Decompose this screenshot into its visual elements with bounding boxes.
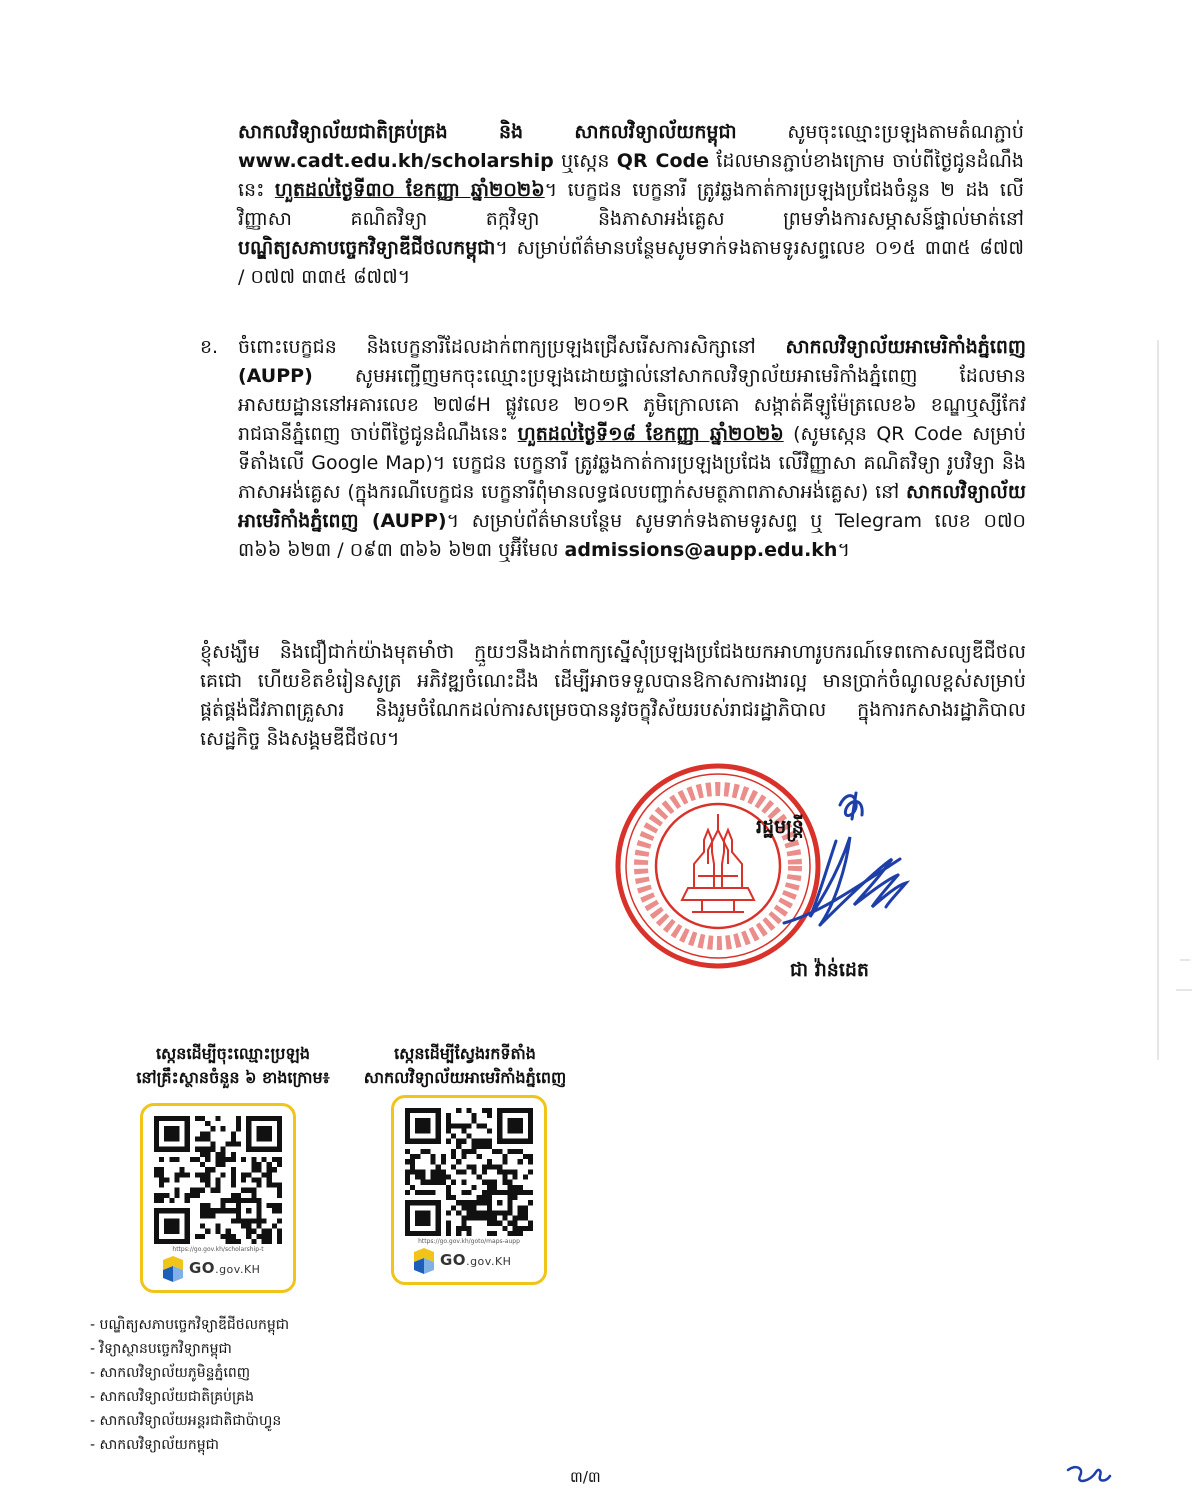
bleed-through-mark bbox=[1128, 300, 1200, 1100]
brand-suffix: .gov.KH bbox=[215, 1263, 261, 1276]
qr-card-registration[interactable] bbox=[140, 1103, 296, 1293]
text-span: ចំពោះបេក្ខជន និងបេក្ខនារីដែលដាក់ពាក្យប្រឡងជ្រើសរើសការសិក្សានៅ bbox=[238, 336, 786, 358]
admissions-email[interactable]: admissions@aupp.edu.kh bbox=[564, 539, 838, 561]
institution-list bbox=[90, 1313, 289, 1457]
institution-names: សាកលវិទ្យាល័យជាតិគ្រប់គ្រង និង សាកលវិទ្យាល័យកម្ពុជា bbox=[238, 121, 737, 143]
academy-name: បណ្ឌិត្យសភាបច្ចេកវិទ្យាឌីជីថលកម្ពុជា bbox=[238, 237, 496, 259]
deadline-cadt: ហួតដល់ថ្ងៃទី៣០ ខែកញ្ញា ឆ្នាំ២០២៦ bbox=[274, 179, 545, 201]
qr-caption-line: ស្កេនដើម្បីស្វែងរកទីតាំង bbox=[394, 1044, 536, 1063]
list-item: - វិទ្យាស្ថានបច្ចេកវិទ្យាកម្ពុជា bbox=[90, 1341, 232, 1357]
text-span: ។ សម្រាប់ព័ត៌មានបន្ថែម សូមទាក់ទងតាមទូរសព្ទ ឬ Telegram លេខ ០៧០ ៣៦៦ ៦២៣ / ០៩៣ ៣៦៦ ៦២៣ ឬអ៊ីមែល bbox=[238, 510, 1026, 561]
deadline-aupp: ហួតដល់ថ្ងៃទី១៨ ខែកញ្ញា ឆ្នាំ២០២៦ bbox=[517, 423, 784, 445]
registration-link[interactable]: www.cadt.edu.kh/scholarship bbox=[238, 150, 554, 172]
qr-caption-line: សាកលវិទ្យាល័យអាមេរិកាំងភ្នំពេញ bbox=[363, 1068, 567, 1087]
text-span: សូមចុះឈ្មោះប្រឡងតាមតំណភ្ជាប់ bbox=[736, 121, 1024, 143]
paragraph-closing: ខ្ញុំសង្ឃឹម និងជឿជាក់យ៉ាងមុតមាំថា ក្មួយៗនឹងដាក់ពាក្យស្នើសុំប្រឡងប្រជែងយកអាហារូបករណ៍ទេពកោសល្យឌីជីថលគេជោ ហើយខិតខំរៀនសូត្រ អភិវឌ្ឍចំណេះដឹង ដើម្បីអាចទទួលបានឱកាសការងារល្អ មានប្រាក់ចំណូលខ្ពស់សម្រាប់ផ្គត់ផ្គង់ជីវភាពគ្រួសារ និងរួមចំណែកដល់ការសម្រេចបាននូវចក្ខុវិស័យរបស់រាជរដ្ឋាភិបាល ក្នុងការកសាងរដ្ឋាភិបាល សេដ្ឋកិច្ច និងសង្គមឌីជីថល។ bbox=[200, 641, 1026, 750]
list-item: - សាកលវិទ្យាល័យអន្តរជាតិជាប៉ាហ្វូន bbox=[90, 1413, 282, 1429]
paragraph-registration-cadt bbox=[238, 118, 1024, 292]
qr-url: https://go.gov.kh/scholarship-t bbox=[172, 1246, 264, 1253]
text-span: (សូមស្កេន QR Code សម្រាប់ទីតាំងលើ Google Map)។ បេក្ខជន បេក្ខនារី ត្រូវឆ្លងកាត់ការប្រឡងប្រជែង លើវិញ្ញាសា គណិតវិទ្យា រូបវិទ្យា និងភាសាអង់គ្លេស (ក្នុងករណីបេក្ខជន បេក្ខនារីពុំមានលទ្ធផលបញ្ជាក់សមត្ថភាពភាសាអង់គ្លេស) នៅ bbox=[238, 423, 1026, 503]
go-gov-kh-logo bbox=[412, 1248, 532, 1276]
qr-caption-line: ស្កេនដើម្បីចុះឈ្មោះប្រឡង bbox=[155, 1044, 311, 1063]
list-item: - សាកលវិទ្យាល័យជាតិគ្រប់គ្រង bbox=[90, 1389, 254, 1405]
text-span: ឬស្កេន bbox=[553, 150, 617, 172]
qr-url: https://go.gov.kh/goto/maps-aupp bbox=[418, 1238, 520, 1245]
go-logo-mark-icon bbox=[412, 1248, 436, 1274]
brand-text: GO bbox=[440, 1251, 467, 1269]
text-span: សូមអញ្ជើញមកចុះឈ្មោះប្រឡងដោយផ្ទាល់នៅសាកលវិទ្យាល័យអាមេរិកាំងភ្នំពេញ ដែលមានអាសយដ្ឋាននៅអគារលេខ ២៧៨H ផ្លូវលេខ ២០១R ភូមិក្រោលគោ សង្កាត់គីឡូម៉ែត្រលេខ៦ ខណ្ឌឬស្សីកែវ រាជធានីភ្នំពេញ ចាប់ពីថ្ងៃជូនដំណឹងនេះ bbox=[238, 365, 1026, 445]
text-span: ។ bbox=[837, 539, 850, 561]
list-item: - សាកលវិទ្យាល័យកម្ពុជា bbox=[90, 1437, 219, 1453]
go-logo-mark-icon bbox=[161, 1256, 185, 1282]
go-logo-text bbox=[189, 1259, 260, 1277]
paragraph-registration-aupp bbox=[200, 333, 1026, 565]
brand-suffix: .gov.KH bbox=[466, 1255, 512, 1268]
item-number: ខ. bbox=[200, 336, 219, 358]
aupp-name: សាកលវិទ្យាល័យអាមេរិកាំងភ្នំពេញ (AUPP) bbox=[238, 336, 1026, 387]
qr-code-icon[interactable] bbox=[405, 1108, 533, 1236]
aupp-name-2: សាកលវិទ្យាល័យអាមេរិកាំងភ្នំពេញ (AUPP) bbox=[238, 481, 1026, 532]
brand-text: GO bbox=[189, 1259, 216, 1277]
signatory-name: ជា វ៉ាន់ដេត bbox=[790, 959, 869, 981]
list-item: - បណ្ឌិត្យសភាបច្ចេកវិទ្យាឌីជីថលកម្ពុជា bbox=[90, 1317, 290, 1333]
list-item: - សាកលវិទ្យាល័យភូមិន្ទភ្នំពេញ bbox=[90, 1365, 251, 1381]
qr-code-icon[interactable] bbox=[154, 1116, 282, 1244]
qr-card-location[interactable] bbox=[391, 1095, 547, 1285]
initials-icon bbox=[1062, 1460, 1112, 1490]
qr-caption-line: នៅគ្រឹះស្ថានចំនួន ៦ ខាងក្រោម៖ bbox=[136, 1068, 330, 1087]
signature-icon bbox=[780, 775, 960, 955]
signatory-title: រដ្ឋមន្ត្រី bbox=[756, 816, 804, 838]
page-number: ៣/៣ bbox=[570, 1468, 601, 1486]
text-span: ។ បេក្ខជន បេក្ខនារី ត្រូវឆ្លងកាត់ការប្រឡងប្រជែងចំនួន ២ ដង លើវិញ្ញាសា គណិតវិទ្យា តក្កវិទ្យា និងភាសាអង់គ្លេស ព្រមទាំងការសម្ភាសន៍ផ្ទាល់មាត់នៅ bbox=[238, 179, 1024, 230]
go-gov-kh-logo bbox=[161, 1256, 281, 1284]
qr-code-label: QR Code bbox=[616, 150, 710, 172]
text-span: ។ សម្រាប់ព័ត៌មានបន្ថែមសូមទាក់ទងតាមទូរសព្ទលេខ ០១៥ ៣៣៥ ៨៧៧ / ០៧៧ ៣៣៥ ៨៧៧។ bbox=[238, 237, 1024, 288]
go-logo-text bbox=[440, 1251, 511, 1269]
text-span: ដែលមានភ្ជាប់ខាងក្រោម ចាប់ពីថ្ងៃជូនដំណឹងនេះ bbox=[238, 150, 1024, 201]
